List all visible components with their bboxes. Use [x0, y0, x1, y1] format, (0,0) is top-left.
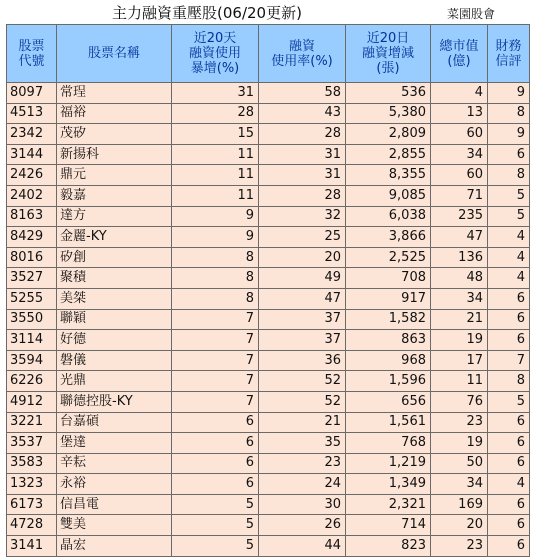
cell-margin-usage: 37 [259, 330, 346, 351]
cell-margin-usage: 31 [259, 165, 346, 186]
cell-stock-code: 4728 [7, 515, 57, 536]
cell-stock-code: 3583 [7, 453, 57, 474]
cell-margin-usage: 25 [259, 227, 346, 248]
cell-credit-rating: 6 [488, 494, 530, 515]
cell-margin-change: 1,349 [346, 474, 431, 495]
cell-credit-rating: 6 [488, 515, 530, 536]
cell-margin-surge: 11 [172, 165, 259, 186]
cell-stock-name: 晶宏 [57, 536, 172, 557]
cell-margin-usage: 44 [259, 536, 346, 557]
cell-margin-surge: 7 [172, 350, 259, 371]
cell-stock-name: 金麗-KY [57, 227, 172, 248]
cell-stock-code: 6226 [7, 371, 57, 392]
cell-margin-usage: 37 [259, 309, 346, 330]
margin-stock-table [6, 24, 530, 557]
cell-stock-name: 好德 [57, 330, 172, 351]
cell-market-cap: 76 [431, 391, 488, 412]
cell-stock-name: 福裕 [57, 103, 172, 124]
cell-credit-rating: 7 [488, 350, 530, 371]
cell-market-cap: 13 [431, 103, 488, 124]
cell-credit-rating: 8 [488, 371, 530, 392]
cell-margin-change: 5,380 [346, 103, 431, 124]
cell-stock-code: 8097 [7, 83, 57, 104]
cell-stock-code: 3594 [7, 350, 57, 371]
cell-credit-rating: 9 [488, 124, 530, 145]
cell-credit-rating: 6 [488, 330, 530, 351]
cell-margin-change: 2,525 [346, 247, 431, 268]
cell-credit-rating: 8 [488, 103, 530, 124]
cell-stock-name: 美桀 [57, 288, 172, 309]
cell-margin-usage: 35 [259, 433, 346, 454]
table-row [7, 227, 530, 248]
cell-stock-name: 信昌電 [57, 494, 172, 515]
cell-margin-change: 1,219 [346, 453, 431, 474]
table-row [7, 515, 530, 536]
cell-margin-change: 917 [346, 288, 431, 309]
table-row [7, 185, 530, 206]
cell-market-cap: 19 [431, 433, 488, 454]
header-market-cap: 總市值 (億) [431, 25, 488, 83]
cell-stock-code: 3527 [7, 268, 57, 289]
cell-margin-change: 708 [346, 268, 431, 289]
cell-margin-change: 863 [346, 330, 431, 351]
cell-margin-usage: 30 [259, 494, 346, 515]
cell-margin-surge: 5 [172, 515, 259, 536]
cell-stock-code: 6173 [7, 494, 57, 515]
cell-credit-rating: 6 [488, 433, 530, 454]
table-row [7, 474, 530, 495]
cell-market-cap: 60 [431, 165, 488, 186]
cell-margin-usage: 52 [259, 371, 346, 392]
cell-margin-change: 2,809 [346, 124, 431, 145]
cell-credit-rating: 5 [488, 391, 530, 412]
table-row [7, 330, 530, 351]
cell-margin-surge: 7 [172, 330, 259, 351]
cell-market-cap: 20 [431, 515, 488, 536]
cell-margin-change: 1,596 [346, 371, 431, 392]
cell-market-cap: 136 [431, 247, 488, 268]
cell-stock-name: 辛耘 [57, 453, 172, 474]
cell-market-cap: 235 [431, 206, 488, 227]
cell-margin-surge: 9 [172, 206, 259, 227]
cell-market-cap: 23 [431, 536, 488, 557]
cell-market-cap: 11 [431, 371, 488, 392]
cell-stock-code: 2402 [7, 185, 57, 206]
cell-credit-rating: 9 [488, 83, 530, 104]
cell-market-cap: 34 [431, 144, 488, 165]
cell-stock-code: 8016 [7, 247, 57, 268]
header-margin-surge: 近20天 融資使用 暴增(%) [172, 25, 259, 83]
cell-margin-usage: 24 [259, 474, 346, 495]
cell-stock-name: 聚積 [57, 268, 172, 289]
table-row [7, 206, 530, 227]
table-row [7, 536, 530, 557]
cell-credit-rating: 5 [488, 185, 530, 206]
cell-margin-change: 768 [346, 433, 431, 454]
cell-credit-rating: 6 [488, 288, 530, 309]
cell-stock-code: 4513 [7, 103, 57, 124]
cell-stock-code: 1323 [7, 474, 57, 495]
cell-market-cap: 48 [431, 268, 488, 289]
cell-credit-rating: 4 [488, 474, 530, 495]
cell-market-cap: 19 [431, 330, 488, 351]
cell-market-cap: 21 [431, 309, 488, 330]
cell-stock-name: 毅嘉 [57, 185, 172, 206]
table-row [7, 165, 530, 186]
cell-market-cap: 71 [431, 185, 488, 206]
cell-margin-usage: 20 [259, 247, 346, 268]
cell-credit-rating: 6 [488, 412, 530, 433]
table-row [7, 371, 530, 392]
table-row [7, 494, 530, 515]
cell-market-cap: 4 [431, 83, 488, 104]
cell-stock-name: 永裕 [57, 474, 172, 495]
cell-margin-surge: 8 [172, 268, 259, 289]
cell-stock-code: 2426 [7, 165, 57, 186]
table-row [7, 124, 530, 145]
cell-margin-usage: 32 [259, 206, 346, 227]
table-row [7, 144, 530, 165]
table-row [7, 412, 530, 433]
cell-margin-surge: 7 [172, 309, 259, 330]
table-row [7, 309, 530, 330]
cell-margin-surge: 31 [172, 83, 259, 104]
table-row [7, 268, 530, 289]
cell-stock-name: 鼎元 [57, 165, 172, 186]
cell-market-cap: 60 [431, 124, 488, 145]
cell-credit-rating: 6 [488, 144, 530, 165]
cell-stock-code: 3537 [7, 433, 57, 454]
cell-stock-code: 3221 [7, 412, 57, 433]
cell-margin-usage: 36 [259, 350, 346, 371]
cell-margin-usage: 28 [259, 185, 346, 206]
cell-stock-name: 堡達 [57, 433, 172, 454]
cell-market-cap: 34 [431, 474, 488, 495]
cell-stock-code: 3141 [7, 536, 57, 557]
table-row [7, 453, 530, 474]
cell-credit-rating: 4 [488, 268, 530, 289]
cell-margin-change: 714 [346, 515, 431, 536]
cell-margin-usage: 47 [259, 288, 346, 309]
cell-margin-change: 656 [346, 391, 431, 412]
cell-stock-code: 8163 [7, 206, 57, 227]
cell-market-cap: 50 [431, 453, 488, 474]
cell-stock-code: 2342 [7, 124, 57, 145]
cell-margin-surge: 7 [172, 391, 259, 412]
cell-margin-surge: 8 [172, 288, 259, 309]
header-credit-rating: 財務 信評 [488, 25, 530, 83]
cell-stock-name: 常珵 [57, 83, 172, 104]
cell-margin-surge: 6 [172, 433, 259, 454]
cell-stock-code: 8429 [7, 227, 57, 248]
table-header-row [7, 25, 530, 83]
cell-margin-usage: 58 [259, 83, 346, 104]
header-stock-name: 股票名稱 [57, 25, 172, 83]
cell-margin-change: 9,085 [346, 185, 431, 206]
cell-margin-usage: 23 [259, 453, 346, 474]
cell-margin-surge: 6 [172, 412, 259, 433]
cell-stock-name: 聯穎 [57, 309, 172, 330]
cell-margin-usage: 49 [259, 268, 346, 289]
cell-credit-rating: 4 [488, 247, 530, 268]
cell-stock-code: 4912 [7, 391, 57, 412]
cell-margin-surge: 28 [172, 103, 259, 124]
header-margin-change: 近20日 融資增減 (張) [346, 25, 431, 83]
table-row [7, 288, 530, 309]
cell-margin-change: 823 [346, 536, 431, 557]
cell-stock-name: 雙美 [57, 515, 172, 536]
page-title: 主力融資重壓股(06/20更新) [112, 4, 302, 22]
cell-credit-rating: 4 [488, 227, 530, 248]
cell-market-cap: 169 [431, 494, 488, 515]
cell-margin-change: 8,355 [346, 165, 431, 186]
cell-margin-change: 536 [346, 83, 431, 104]
cell-credit-rating: 6 [488, 536, 530, 557]
cell-stock-code: 5255 [7, 288, 57, 309]
cell-margin-surge: 7 [172, 371, 259, 392]
cell-margin-surge: 5 [172, 536, 259, 557]
cell-stock-name: 光鼎 [57, 371, 172, 392]
cell-margin-change: 968 [346, 350, 431, 371]
cell-credit-rating: 5 [488, 206, 530, 227]
source-label: 菜園股會 [447, 7, 496, 21]
header-stock-code: 股票 代號 [7, 25, 57, 83]
cell-margin-usage: 52 [259, 391, 346, 412]
table-row [7, 433, 530, 454]
table-row [7, 103, 530, 124]
cell-stock-name: 聯德控股-KY [57, 391, 172, 412]
cell-stock-name: 新揚科 [57, 144, 172, 165]
cell-stock-code: 3550 [7, 309, 57, 330]
cell-stock-code: 3144 [7, 144, 57, 165]
cell-stock-name: 達方 [57, 206, 172, 227]
cell-margin-surge: 11 [172, 185, 259, 206]
cell-margin-surge: 6 [172, 453, 259, 474]
cell-margin-change: 1,582 [346, 309, 431, 330]
cell-margin-change: 6,038 [346, 206, 431, 227]
header-margin-usage: 融資 使用率(%) [259, 25, 346, 83]
cell-margin-usage: 21 [259, 412, 346, 433]
cell-stock-name: 茂矽 [57, 124, 172, 145]
cell-margin-change: 3,866 [346, 227, 431, 248]
table-row [7, 391, 530, 412]
cell-market-cap: 34 [431, 288, 488, 309]
table-row [7, 350, 530, 371]
cell-margin-usage: 43 [259, 103, 346, 124]
table-row [7, 83, 530, 104]
cell-margin-usage: 26 [259, 515, 346, 536]
cell-margin-surge: 11 [172, 144, 259, 165]
cell-stock-name: 磐儀 [57, 350, 172, 371]
cell-margin-usage: 31 [259, 144, 346, 165]
cell-stock-name: 矽創 [57, 247, 172, 268]
cell-margin-surge: 5 [172, 494, 259, 515]
cell-margin-change: 1,561 [346, 412, 431, 433]
cell-credit-rating: 8 [488, 165, 530, 186]
cell-margin-surge: 15 [172, 124, 259, 145]
cell-credit-rating: 6 [488, 309, 530, 330]
cell-stock-code: 3114 [7, 330, 57, 351]
cell-margin-usage: 28 [259, 124, 346, 145]
cell-margin-change: 2,855 [346, 144, 431, 165]
cell-margin-surge: 6 [172, 474, 259, 495]
cell-margin-surge: 8 [172, 247, 259, 268]
cell-credit-rating: 6 [488, 453, 530, 474]
cell-stock-name: 台嘉碩 [57, 412, 172, 433]
cell-margin-surge: 9 [172, 227, 259, 248]
cell-margin-change: 2,321 [346, 494, 431, 515]
cell-market-cap: 47 [431, 227, 488, 248]
cell-market-cap: 17 [431, 350, 488, 371]
table-row [7, 247, 530, 268]
cell-market-cap: 23 [431, 412, 488, 433]
